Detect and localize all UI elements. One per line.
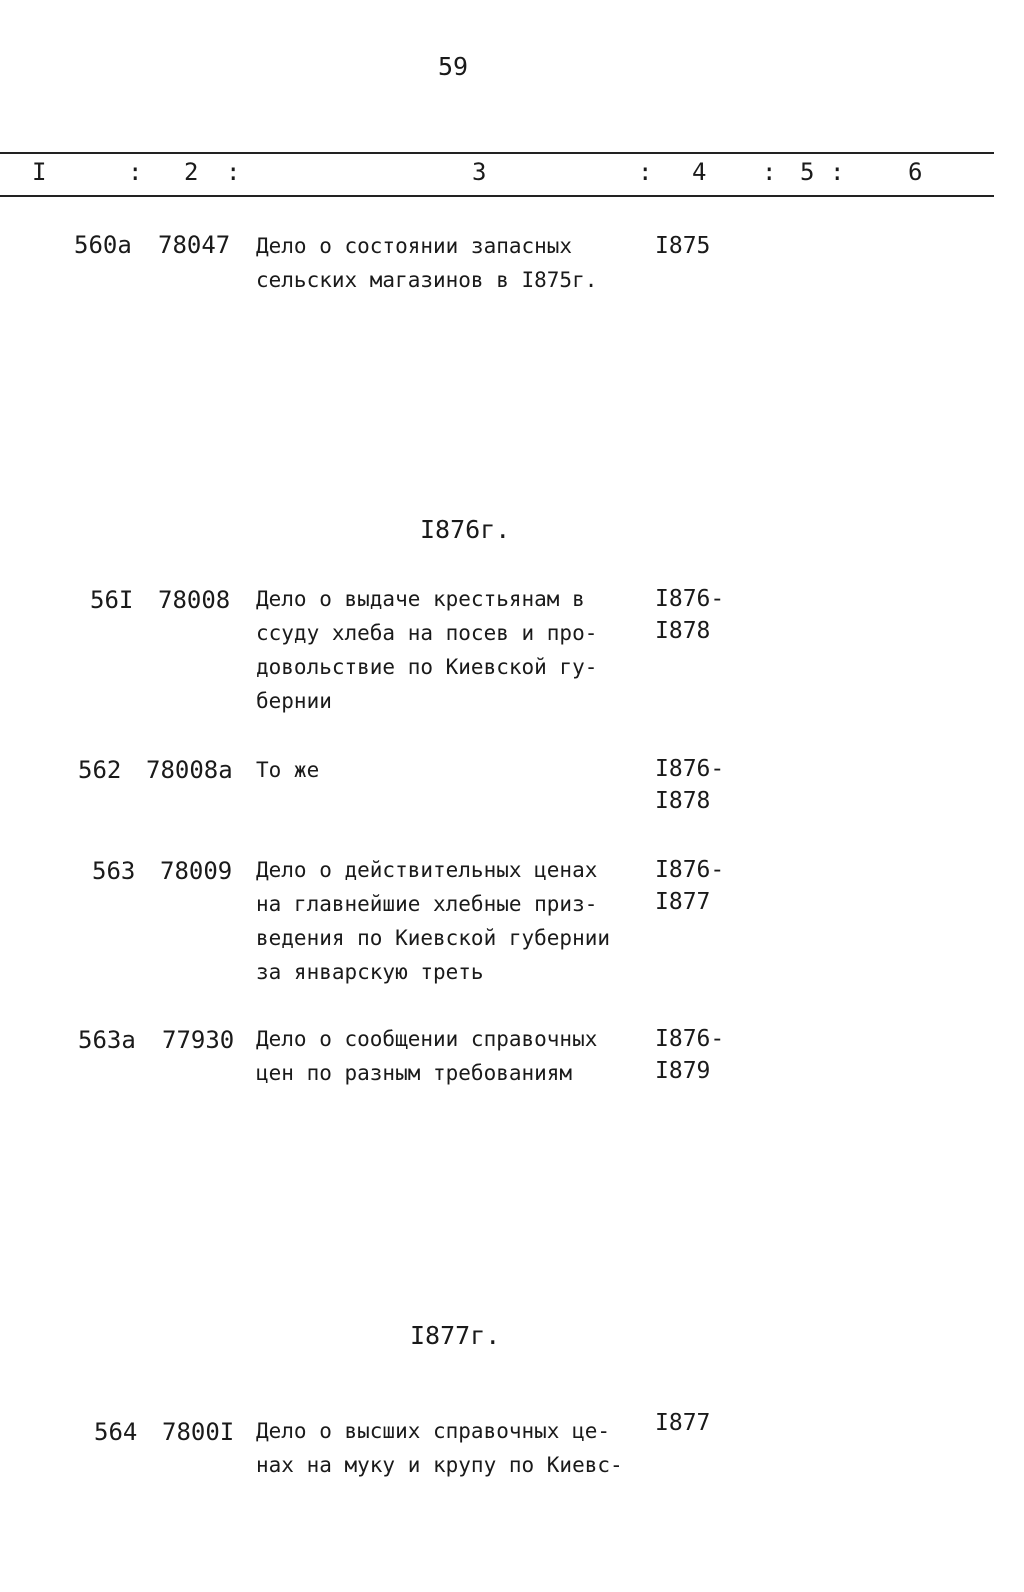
page-number: 59 — [438, 52, 469, 81]
column-header-4: 4 — [692, 158, 707, 186]
entry-code: 78008а — [146, 756, 233, 784]
entry-number: 562 — [78, 756, 122, 784]
entry-number: 563 — [92, 857, 136, 885]
entry-number: 56I — [90, 586, 134, 614]
year-heading-1876: I876г. — [420, 515, 511, 544]
entry-date: I875 — [655, 233, 711, 259]
column-header-6: 6 — [908, 158, 923, 186]
column-separator: : — [638, 158, 653, 186]
entry-code: 78008 — [158, 586, 231, 614]
column-header-1: I — [32, 158, 47, 186]
entry-description: Дело о сообщении справочных цен по разным требованиям — [256, 1027, 598, 1085]
entry-description: Дело о выдаче крестьянам в ссуду хлеба на посев и про- довольствие по Киевской гу- бернии — [256, 587, 598, 713]
entry-date: I876- I879 — [655, 1026, 725, 1084]
entry-code: 7800I — [162, 1418, 235, 1446]
entry-date: I876- I878 — [655, 586, 725, 644]
entry-date: I876- I877 — [655, 857, 725, 915]
entry-description: Дело о состоянии запасных сельских магазинов в I875г. — [256, 234, 598, 292]
entry-number: 564 — [94, 1418, 138, 1446]
entry-code: 77930 — [162, 1026, 235, 1054]
column-separator: : — [830, 158, 845, 186]
column-header-3: 3 — [472, 158, 487, 186]
entry-date: I876- I878 — [655, 756, 725, 814]
entry-number: 560а — [74, 231, 132, 259]
entry-description: То же — [256, 758, 320, 782]
entry-code: 78009 — [160, 857, 233, 885]
entry-description: Дело о высших справочных це- нах на муку и крупу по Киевс- — [256, 1419, 623, 1477]
column-header-2: 2 — [184, 158, 199, 186]
entry-code: 78047 — [158, 231, 231, 259]
year-heading-1877: I877г. — [410, 1321, 501, 1350]
entry-number: 563а — [78, 1026, 136, 1054]
header-bottom-rule — [0, 195, 994, 197]
column-header-5: 5 — [800, 158, 815, 186]
column-separator: : — [226, 158, 241, 186]
column-separator: : — [762, 158, 777, 186]
entry-date: I877 — [655, 1410, 711, 1436]
header-top-rule — [0, 152, 994, 154]
column-separator: : — [128, 158, 143, 186]
entry-description: Дело о действительных ценах на главнейшие хлебные приз- ведения по Киевской губернии за январскую треть — [256, 858, 611, 984]
